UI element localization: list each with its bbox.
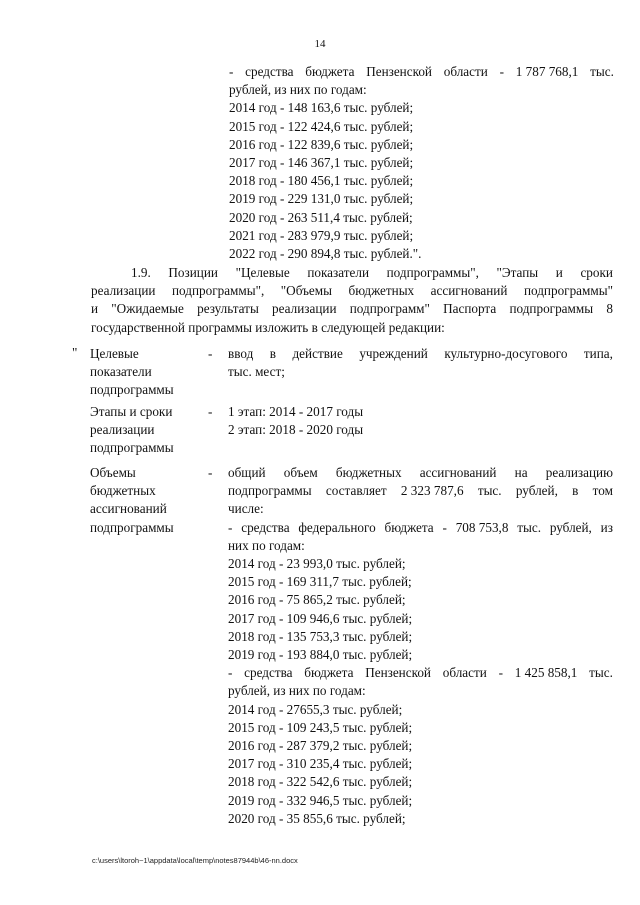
- text-line: рублей, из них по годам:: [229, 82, 367, 98]
- regional-budget-block-continued: [229, 63, 614, 263]
- row-value: 1 этап: 2014 - 2017 годы 2 этап: 2018 - 2020 годы: [228, 404, 364, 438]
- year-amount-line: 2017 год - 109 946,6 тыс. рублей;: [228, 610, 413, 626]
- row-dash: -: [208, 346, 213, 361]
- row-label: Целевые показатели подпрограммы: [90, 346, 174, 398]
- year-amount-line: 2020 год - 35 855,6 тыс. рублей;: [228, 810, 406, 826]
- year-amount-line: 2014 год - 148 163,6 тыс. рублей;: [229, 100, 414, 116]
- row-label: Этапы и сроки реализации подпрограммы: [90, 404, 174, 456]
- year-amount-line: 2015 год - 109 243,5 тыс. рублей;: [228, 719, 413, 735]
- year-amount-line: 2022 год - 290 894,8 тыс. рублей.".: [229, 246, 422, 262]
- paragraph-line: и "Ожидаемые результаты реализации подпрограмм" Паспорта подпрограммы 8: [91, 301, 613, 317]
- year-amount-line: 2019 год - 332 946,5 тыс. рублей;: [228, 792, 413, 808]
- row-budget-volumes: [72, 464, 617, 844]
- row-label: Объемы бюджетных ассигнований подпрограммы: [90, 465, 174, 535]
- year-amount-line: 2016 год - 287 379,2 тыс. рублей;: [228, 738, 413, 754]
- year-amount-line: 2016 год - 122 839,6 тыс. рублей;: [229, 136, 414, 152]
- amendment-paragraph: [91, 264, 613, 337]
- year-amount-line: 2018 год - 135 753,3 тыс. рублей;: [228, 628, 413, 644]
- row-stages-and-terms: [72, 403, 617, 464]
- year-amount-line: 2014 год - 27655,3 тыс. рублей;: [228, 701, 403, 717]
- year-amount-line: 2014 год - 23 993,0 тыс. рублей;: [228, 556, 406, 572]
- regional-budget-intro-line: - средства бюджета Пензенской области - 1 425 858,1 тыс.: [228, 665, 613, 681]
- year-amount-line: 2019 год - 193 884,0 тыс. рублей;: [228, 647, 413, 663]
- regional-budget-intro-line: - средства бюджета Пензенской области - 1 787 768,1 тыс.: [229, 64, 614, 79]
- federal-budget-intro-line: - средства федерального бюджета - 708 753,8 тыс. рублей, из: [228, 519, 613, 535]
- year-amount-line: 2015 год - 169 311,7 тыс. рублей;: [228, 574, 412, 590]
- page-number: 14: [314, 38, 326, 50]
- year-amount-line: 2018 год - 180 456,1 тыс. рублей;: [229, 173, 414, 189]
- paragraph-line: государственной программы изложить в следующей редакции:: [91, 319, 445, 335]
- row-value: общий объем бюджетных ассигнований на реализацию подпрограммы составляет 2 323 787,6 тыс. рублей, в том числе: - средства федерального бюджета - 708 753,8 тыс. рублей, из них по годам: 2014 год - 23 993,0 тыс. рублей; 2015 год - 169 311,7 тыс. рублей; 2016 год - 75 865,2 тыс. рублей; 2017 год - 109 946,6 тыс. рублей; 2018 год - 135 753,3 тыс. рублей; 2019 год - 193 884,0 тыс. рублей; - средства бюджета Пензенской области - 1 425 858,1 тыс. рублей, из них по годам: 2014 год - 27655,3 тыс. рублей; 2015 год - 109 243,5 тыс. рублей; 2016 год - 287 379,2 тыс. рублей; 2017 год - 310 235,4 тыс. рублей; 2018 год - 322 542,6 тыс. рублей; 2019 год - 332 946,5 тыс. рублей; 2020 год - 35 855,6 тыс. рублей;: [228, 464, 613, 828]
- opening-quote: ": [72, 345, 78, 360]
- year-amount-line: 2017 год - 146 367,1 тыс. рублей;: [229, 155, 414, 171]
- passport-table: [72, 345, 617, 844]
- paragraph-line: 1.9. Позиции "Целевые показатели подпрограммы", "Этапы и сроки: [131, 265, 613, 280]
- year-amount-line: 2019 год - 229 131,0 тыс. рублей;: [229, 191, 414, 207]
- file-path-footer: c:\users\ltoroh~1\appdata\local\temp\notes87944b\46-nn.docx: [92, 856, 298, 865]
- year-amount-line: 2020 год - 263 511,4 тыс. рублей;: [229, 209, 413, 225]
- year-amount-line: 2021 год - 283 979,9 тыс. рублей;: [229, 227, 414, 243]
- year-amount-line: 2018 год - 322 542,6 тыс. рублей;: [228, 774, 413, 790]
- row-target-indicators: [72, 345, 617, 403]
- year-amount-line: 2017 год - 310 235,4 тыс. рублей;: [228, 756, 413, 772]
- paragraph-line: реализации подпрограммы", "Объемы бюджетных ассигнований подпрограммы": [91, 283, 613, 299]
- row-dash: -: [208, 465, 213, 480]
- row-dash: -: [208, 404, 213, 419]
- year-amount-line: 2016 год - 75 865,2 тыс. рублей;: [228, 592, 406, 608]
- year-amount-line: 2015 год - 122 424,6 тыс. рублей;: [229, 118, 414, 134]
- row-value: ввод в действие учреждений культурно-досугового типа, тыс. мест;: [228, 346, 613, 380]
